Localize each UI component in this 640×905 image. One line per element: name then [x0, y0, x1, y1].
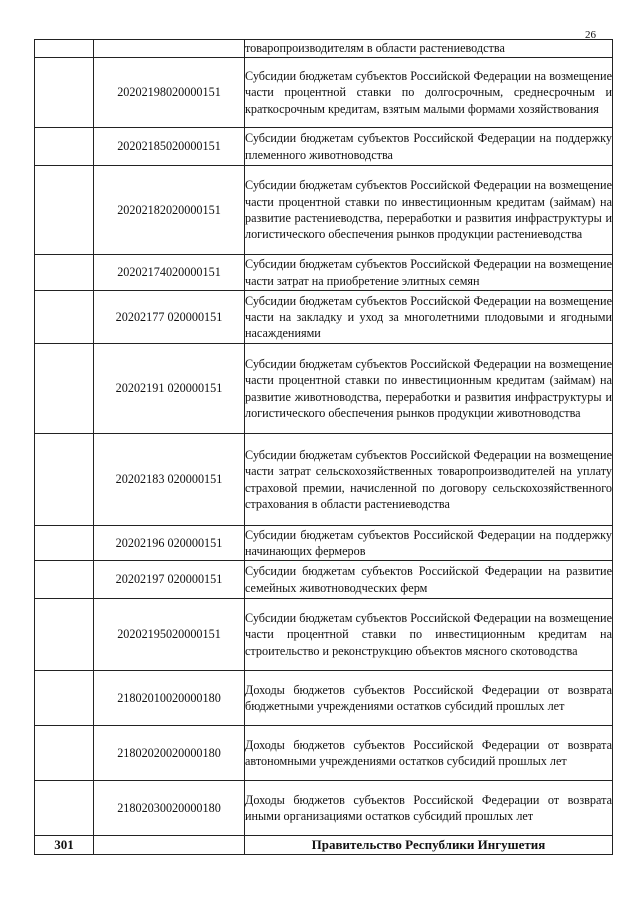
- income-code-cell: 21802010020000180: [94, 671, 245, 726]
- income-description-cell: Доходы бюджетов субъектов Российской Федерации от возврата иными организациями остатков субсидий прошлых лет: [245, 781, 613, 836]
- income-description-cell: Субсидии бюджетам субъектов Российской Федерации на возмещение части процентной ставки по инвестиционным кредитам (займам) на развитие животноводства, переработки и развития инфраструктуры и логистического обеспечения рынков продукции животноводства: [245, 344, 613, 434]
- income-code-cell: 20202174020000151: [94, 255, 245, 291]
- table-row: [35, 166, 613, 255]
- admin-code-cell: [35, 128, 94, 166]
- income-code-cell: [94, 40, 245, 58]
- income-description-cell: Субсидии бюджетам субъектов Российской Федерации на возмещение части на закладку и уход за многолетними плодовыми и ягодными насаждениями: [245, 291, 613, 344]
- page-number: 26: [585, 29, 596, 41]
- table-row: [35, 291, 613, 344]
- admin-code-cell: [35, 599, 94, 671]
- income-description-cell: Субсидии бюджетам субъектов Российской Федерации на возмещение части затрат на приобретение элитных семян: [245, 255, 613, 291]
- admin-code-cell: [35, 291, 94, 344]
- administrator-code: 301: [35, 836, 94, 855]
- administrator-empty-cell: [94, 836, 245, 855]
- admin-code-cell: [35, 781, 94, 836]
- income-description-cell: Субсидии бюджетам субъектов Российской Федерации на возмещение части процентной ставки по долгосрочным, среднесрочным и краткосрочным кредитам, взятым малыми формами хозяйствования: [245, 58, 613, 128]
- income-code-cell: 20202185020000151: [94, 128, 245, 166]
- admin-code-cell: [35, 561, 94, 599]
- income-description-cell: Доходы бюджетов субъектов Российской Федерации от возврата бюджетными учреждениями остатков субсидий прошлых лет: [245, 671, 613, 726]
- admin-code-cell: [35, 344, 94, 434]
- administrator-row: [35, 836, 613, 855]
- admin-code-cell: [35, 434, 94, 526]
- administrator-name: Правительство Республики Ингушетия: [245, 836, 613, 855]
- admin-code-cell: [35, 526, 94, 561]
- admin-code-cell: [35, 671, 94, 726]
- table-row: [35, 526, 613, 561]
- table-row: [35, 726, 613, 781]
- income-description-cell: Субсидии бюджетам субъектов Российской Федерации на поддержку начинающих фермеров: [245, 526, 613, 561]
- income-description-cell: Субсидии бюджетам субъектов Российской Федерации на возмещение части процентной ставки по инвестиционным кредитам на строительство и реконструкцию объектов мясного скотоводства: [245, 599, 613, 671]
- income-code-cell: 20202197 020000151: [94, 561, 245, 599]
- admin-code-cell: [35, 166, 94, 255]
- admin-code-cell: [35, 255, 94, 291]
- admin-code-cell: [35, 58, 94, 128]
- income-description-cell: Субсидии бюджетам субъектов Российской Федерации на возмещение части затрат сельскохозяйственных товаропроизводителей на уплату страховой премии, начисленной по договору сельскохозяйственного страхования в области растениеводства: [245, 434, 613, 526]
- table-row: [35, 671, 613, 726]
- table-row: [35, 434, 613, 526]
- income-code-cell: 21802020020000180: [94, 726, 245, 781]
- income-description-cell: Субсидии бюджетам субъектов Российской Федерации на поддержку племенного животноводства: [245, 128, 613, 166]
- table-row: [35, 40, 613, 58]
- income-description-cell: Субсидии бюджетам субъектов Российской Федерации на возмещение части процентной ставки по инвестиционным кредитам (займам) на развитие растениеводства, переработки и развития инфраструктуры и логистического обеспечения рынков продукции растениеводства: [245, 166, 613, 255]
- table-row: [35, 781, 613, 836]
- income-code-cell: 20202198020000151: [94, 58, 245, 128]
- budget-classification-table: [34, 39, 613, 855]
- income-code-cell: 20202196 020000151: [94, 526, 245, 561]
- table-row: [35, 255, 613, 291]
- table-row: [35, 599, 613, 671]
- income-code-cell: 20202183 020000151: [94, 434, 245, 526]
- table-row: [35, 344, 613, 434]
- income-code-cell: 20202191 020000151: [94, 344, 245, 434]
- income-code-cell: 21802030020000180: [94, 781, 245, 836]
- table-row: [35, 58, 613, 128]
- admin-code-cell: [35, 40, 94, 58]
- income-code-cell: 20202182020000151: [94, 166, 245, 255]
- table-row: [35, 561, 613, 599]
- income-description-cell: Субсидии бюджетам субъектов Российской Федерации на развитие семейных животноводческих ферм: [245, 561, 613, 599]
- income-code-cell: 20202195020000151: [94, 599, 245, 671]
- admin-code-cell: [35, 726, 94, 781]
- income-code-cell: 20202177 020000151: [94, 291, 245, 344]
- income-description-cell: Доходы бюджетов субъектов Российской Федерации от возврата автономными учреждениями остатков субсидий прошлых лет: [245, 726, 613, 781]
- table-row: [35, 128, 613, 166]
- income-description-cell: товаропроизводителям в области растениеводства: [245, 40, 613, 58]
